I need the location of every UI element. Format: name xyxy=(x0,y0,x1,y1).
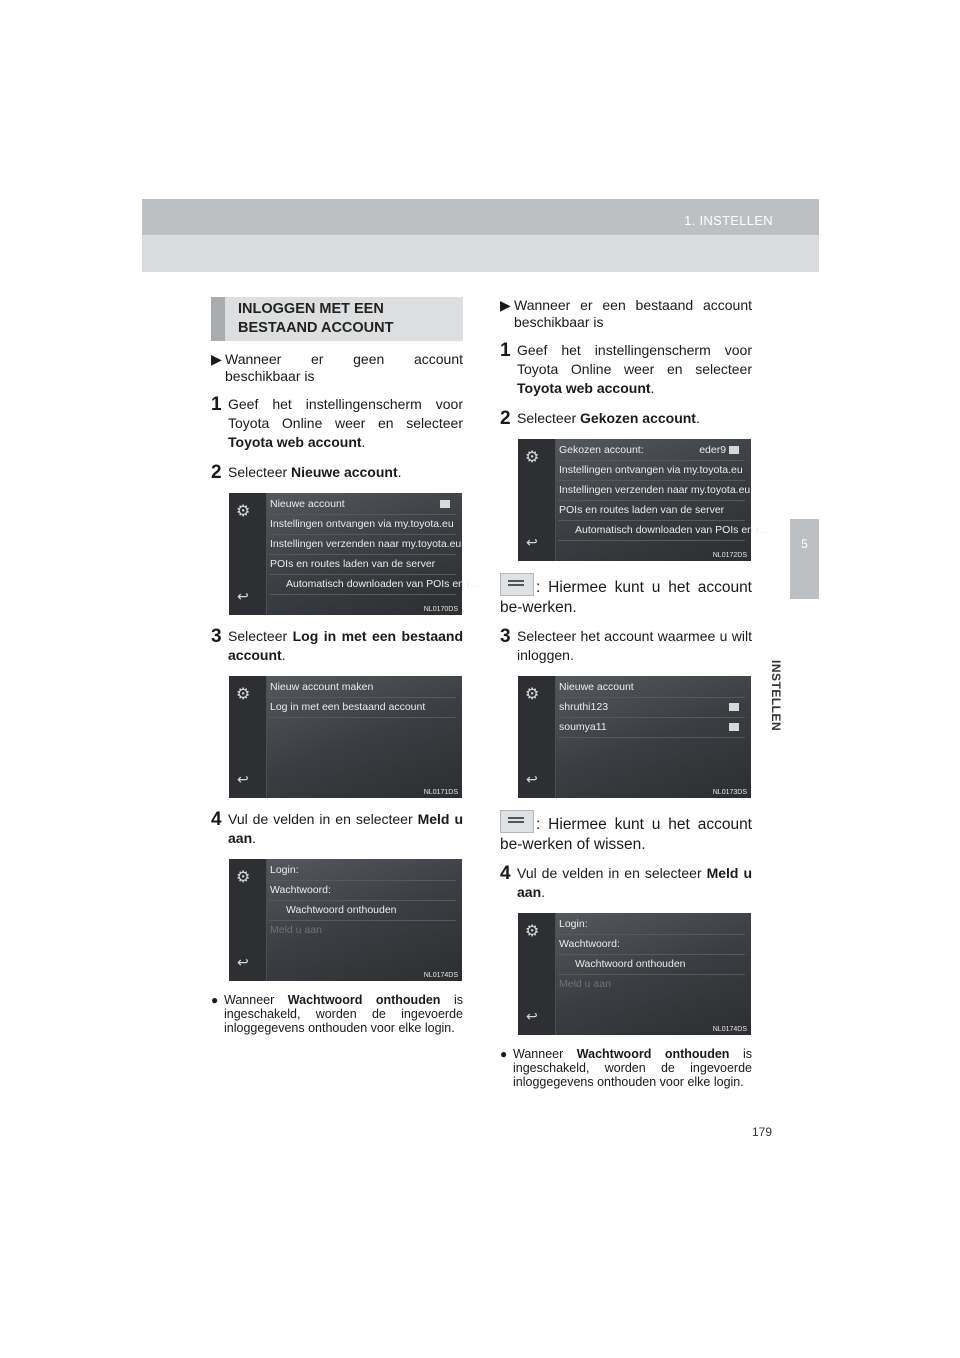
bullet-dot-icon: ● xyxy=(500,1047,508,1061)
screen-menu-list xyxy=(558,441,768,541)
right-step1-text: Geef het instellingenscherm voor Toyota Online weer en selecteer xyxy=(517,342,752,377)
screenshot-gekozen-account xyxy=(518,439,768,561)
header-subbar xyxy=(142,235,819,272)
screenshot-login xyxy=(518,913,751,1035)
left-step4-text: Vul de velden in en selecteer xyxy=(228,811,413,827)
right-edit-note-1 xyxy=(500,573,752,618)
screen-menu-item: Meld u aan xyxy=(559,978,611,990)
settings-gear-icon: ⚙ xyxy=(236,686,251,703)
left-note-text-end: is ingeschakeld, worden de ingevoerde inloggegevens onthouden voor elke login. xyxy=(224,993,463,1035)
left-step2-bold: Nieuwe account xyxy=(291,464,398,480)
chapter-tab-label: INSTELLEN xyxy=(769,660,783,732)
screen-menu-item: Instellingen verzenden naar my.toyota.eu xyxy=(558,481,745,501)
screen-menu-item: Log in met een bestaand account xyxy=(269,698,456,718)
screen-menu-item: Login: xyxy=(558,915,745,935)
step-number: 4 xyxy=(500,863,511,884)
screen-menu-item: POIs en routes laden van de server xyxy=(558,501,745,521)
right-step-2: 2 Selecteer Gekozen account. xyxy=(500,408,700,429)
step-number: 1 xyxy=(500,340,511,361)
screen-sidebar xyxy=(229,493,267,615)
left-intro-text: Wanneer er geen account beschikbaar is xyxy=(225,351,463,384)
screen-menu-list xyxy=(558,678,745,738)
right-step-3 xyxy=(500,627,752,665)
left-note xyxy=(211,993,463,1035)
left-step-4: 4 Vul de velden in en selecteer Meld u aan. xyxy=(211,809,463,846)
screen-menu-item: Login: xyxy=(269,861,456,881)
image-code: NL0171DS xyxy=(423,789,458,796)
edit-icon xyxy=(500,573,534,596)
left-note-text: Wanneer xyxy=(224,993,275,1007)
screen-menu-item: Automatisch downloaden van POIs en r... xyxy=(558,521,745,541)
back-arrow-icon: ↩ xyxy=(237,771,249,787)
right-step-4: 4 Vul de velden in en selecteer Meld u aan. xyxy=(500,863,752,900)
settings-gear-icon: ⚙ xyxy=(525,686,540,703)
right-edit-note-1-text: : Hiermee kunt u het account be-werken. xyxy=(500,579,752,616)
left-step-2: 2 Selecteer Nieuwe account. xyxy=(211,462,402,483)
screenshot-login xyxy=(229,859,462,981)
left-step1-bold: Toyota web account xyxy=(228,434,362,450)
screenshot-nieuwe-account xyxy=(229,493,479,615)
image-code: NL0170DS xyxy=(423,606,458,613)
screen-menu-item: Nieuwe account xyxy=(558,678,745,698)
screen-menu-item: soumya11 xyxy=(558,718,745,738)
screen-menu-list xyxy=(269,861,456,940)
triangle-bullet-icon: ▶ xyxy=(500,297,511,313)
right-note-bold: Wachtwoord onthouden xyxy=(576,1047,730,1061)
right-step2-text: Selecteer xyxy=(517,410,577,426)
screen-sidebar xyxy=(518,676,556,798)
screen-menu-list xyxy=(269,495,479,595)
left-column xyxy=(211,297,479,1035)
screen-menu-list xyxy=(558,915,745,994)
edit-icon xyxy=(440,495,450,514)
right-note-text: Wanneer xyxy=(513,1047,564,1061)
image-code: NL0172DS xyxy=(712,552,747,559)
screen-menu-item: Nieuwe account xyxy=(269,495,456,515)
chapter-title: 1. INSTELLEN xyxy=(684,213,773,228)
right-step-1: 1 Geef het instellingenscherm voor Toyota Online weer en selecteer Toyota web account. xyxy=(500,340,752,396)
left-step-1: 1 Geef het instellingenscherm voor Toyota Online weer en selecteer Toyota web account. xyxy=(211,394,463,450)
screen-menu-item: Wachtwoord: xyxy=(558,935,745,955)
screen-menu-item: shruthi123 xyxy=(558,698,745,718)
screen-menu-item: Wachtwoord onthouden xyxy=(558,955,745,975)
section-heading xyxy=(211,297,463,341)
right-edit-note-2 xyxy=(500,810,752,855)
settings-gear-icon: ⚙ xyxy=(236,869,251,886)
screen-menu-list xyxy=(269,678,456,718)
image-code: NL0174DS xyxy=(423,972,458,979)
screen-menu-item: Wachtwoord: xyxy=(269,881,456,901)
right-step4-bold: Meld u aan xyxy=(517,865,752,900)
section-heading-bar xyxy=(211,297,225,341)
settings-gear-icon: ⚙ xyxy=(525,449,540,466)
triangle-bullet-icon: ▶ xyxy=(211,351,222,367)
right-note xyxy=(500,1047,752,1089)
edit-icon xyxy=(729,446,739,454)
right-step4-text: Vul de velden in en selecteer xyxy=(517,865,702,881)
right-intro xyxy=(500,297,752,331)
chapter-tab-number: 5 xyxy=(801,537,808,551)
right-note-text-end: is ingeschakeld, worden de ingevoerde inloggegevens onthouden voor elke login. xyxy=(513,1047,752,1089)
screen-sidebar xyxy=(518,439,556,561)
screen-menu-item: Nieuw account maken xyxy=(269,678,456,698)
left-step3-bold: Log in met een bestaand account xyxy=(228,628,463,663)
section-heading-text: INLOGGEN MET EEN BESTAAND ACCOUNT xyxy=(238,301,394,336)
right-intro-text: Wanneer er een bestaand account beschikbaar is xyxy=(514,297,752,330)
right-column xyxy=(500,297,768,1089)
account-name: eder9 xyxy=(699,441,739,460)
right-edit-note-2-text: : Hiermee kunt u het account be-werken of wissen. xyxy=(500,816,752,853)
screen-menu-item: Instellingen ontvangen via my.toyota.eu xyxy=(269,515,456,535)
screen-menu-item: Wachtwoord onthouden xyxy=(269,901,456,921)
edit-icon xyxy=(729,698,739,717)
image-code: NL0174DS xyxy=(712,1026,747,1033)
settings-gear-icon: ⚙ xyxy=(525,923,540,940)
screenshot-account-list xyxy=(518,676,751,798)
page-number: 179 xyxy=(752,1125,773,1139)
left-step1-text: Geef het instellingenscherm voor Toyota Online weer en selecteer xyxy=(228,396,463,431)
back-arrow-icon: ↩ xyxy=(237,588,249,604)
screen-menu-item: Instellingen verzenden naar my.toyota.eu xyxy=(269,535,456,555)
image-code: NL0173DS xyxy=(712,789,747,796)
back-arrow-icon: ↩ xyxy=(526,534,538,550)
header-bar xyxy=(142,199,819,235)
step-number: 3 xyxy=(211,626,222,647)
screen-sidebar xyxy=(229,859,267,981)
left-intro xyxy=(211,351,463,385)
back-arrow-icon: ↩ xyxy=(526,771,538,787)
right-step3-text: Selecteer het account waarmee u wilt inloggen. xyxy=(517,628,752,663)
screen-menu-item: Instellingen ontvangen via my.toyota.eu xyxy=(558,461,745,481)
screen-menu-item: Meld u aan xyxy=(270,924,322,936)
step-number: 2 xyxy=(500,408,511,429)
left-step4-bold: Meld u aan xyxy=(228,811,463,846)
left-step2-text: Selecteer xyxy=(228,464,288,480)
edit-icon xyxy=(500,810,534,833)
bullet-dot-icon: ● xyxy=(211,993,219,1007)
screen-sidebar xyxy=(518,913,556,1035)
chapter-tab xyxy=(790,519,819,599)
screen-menu-item: Automatisch downloaden van POIs en r... xyxy=(269,575,456,595)
settings-gear-icon: ⚙ xyxy=(236,503,251,520)
screen-sidebar xyxy=(229,676,267,798)
right-step2-bold: Gekozen account xyxy=(580,410,696,426)
left-step3-text: Selecteer xyxy=(228,628,288,644)
left-note-bold: Wachtwoord onthouden xyxy=(287,993,441,1007)
screenshot-account-maken xyxy=(229,676,462,798)
screen-menu-item: Gekozen account: eder9 xyxy=(558,441,745,461)
step-number: 2 xyxy=(211,462,222,483)
edit-icon xyxy=(729,718,739,737)
step-number: 4 xyxy=(211,809,222,830)
back-arrow-icon: ↩ xyxy=(237,954,249,970)
screen-menu-item: POIs en routes laden van de server xyxy=(269,555,456,575)
right-step1-bold: Toyota web account xyxy=(517,380,651,396)
back-arrow-icon: ↩ xyxy=(526,1008,538,1024)
step-number: 3 xyxy=(500,626,511,647)
left-step-3: 3 Selecteer Log in met een bestaand account. xyxy=(211,626,463,663)
step-number: 1 xyxy=(211,394,222,415)
